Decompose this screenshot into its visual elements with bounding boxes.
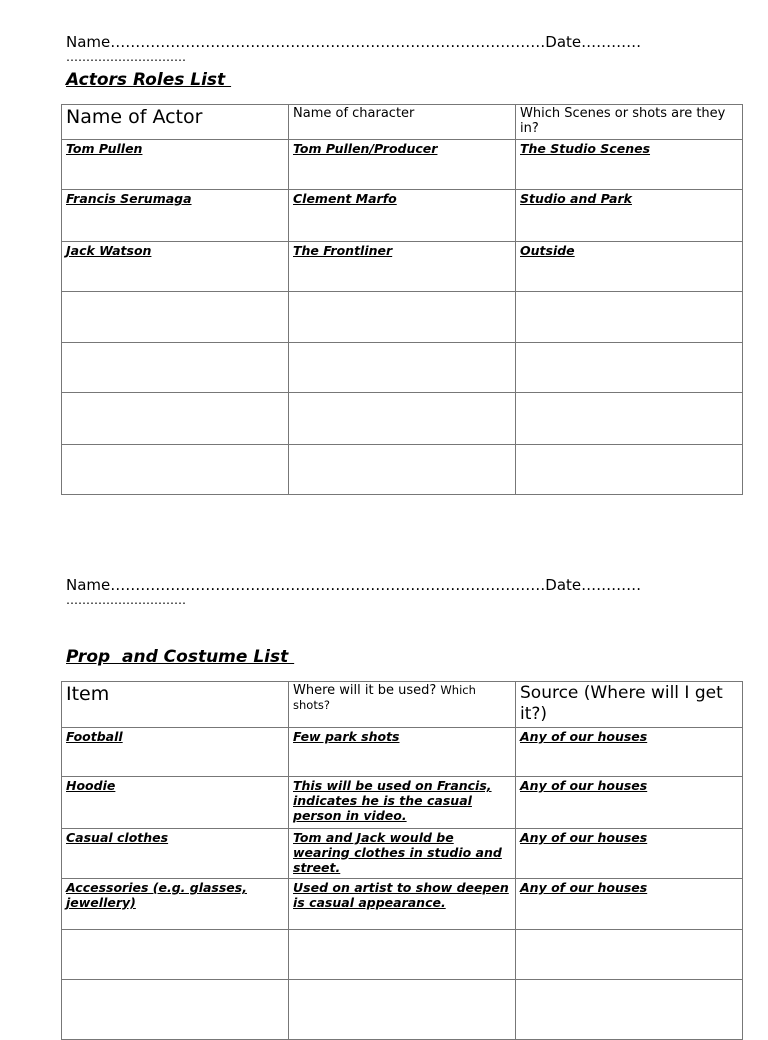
item-cell[interactable]: Football <box>62 728 289 777</box>
character-cell[interactable] <box>289 445 516 495</box>
source-cell[interactable] <box>516 980 743 1040</box>
name-blank[interactable]: …………………………………………………………………………… <box>110 576 546 594</box>
scenes-cell[interactable] <box>516 292 743 343</box>
where-used-cell[interactable] <box>289 980 516 1040</box>
prop-costume-heading: Prop and Costume List <box>66 647 295 667</box>
header-which-shots: Which shots? <box>293 683 476 712</box>
character-cell[interactable] <box>289 343 516 393</box>
date-blank[interactable]: ………… <box>581 33 642 51</box>
actors-roles-table <box>61 104 743 495</box>
actor-cell[interactable] <box>62 393 289 445</box>
item-cell[interactable] <box>62 980 289 1040</box>
source-cell[interactable]: Any of our houses <box>516 829 743 879</box>
where-used-cell[interactable]: Tom and Jack would be wearing clothes in studio and street. <box>289 829 516 879</box>
name-label: Name <box>66 576 111 594</box>
scenes-cell[interactable]: Outside <box>516 242 743 292</box>
where-used-cell[interactable]: Used on artist to show deepen is casual appearance. <box>289 879 516 930</box>
actors-roles-heading: Actors Roles List <box>66 70 232 90</box>
date-blank[interactable]: ………… <box>581 576 642 594</box>
table-row <box>62 292 743 343</box>
actor-cell[interactable] <box>62 343 289 393</box>
character-cell[interactable]: Tom Pullen/Producer <box>289 140 516 190</box>
table-header-row <box>62 682 743 728</box>
source-cell[interactable]: Any of our houses <box>516 879 743 930</box>
header-source: Source (Where will I get it?) <box>516 682 743 728</box>
header-where-main: Where will it be used? <box>293 683 441 698</box>
header-name-of-actor: Name of Actor <box>62 105 289 140</box>
source-cell[interactable] <box>516 930 743 980</box>
date-label: Date <box>545 33 582 51</box>
header-where-used <box>289 682 516 728</box>
table-row <box>62 879 743 930</box>
table-row <box>62 445 743 495</box>
table-header-row <box>62 105 743 140</box>
scenes-cell[interactable] <box>516 445 743 495</box>
source-cell[interactable]: Any of our houses <box>516 777 743 829</box>
table-row <box>62 190 743 242</box>
table-row <box>62 930 743 980</box>
actor-cell[interactable]: Francis Serumaga <box>62 190 289 242</box>
where-used-cell[interactable]: This will be used on Francis, indicates he is the casual person in video. <box>289 777 516 829</box>
scenes-cell[interactable] <box>516 343 743 393</box>
header-name-of-character: Name of character <box>289 105 516 140</box>
table-row <box>62 242 743 292</box>
character-cell[interactable] <box>289 393 516 445</box>
name-blank[interactable]: …………………………………………………………………………… <box>110 33 546 51</box>
item-cell[interactable] <box>62 930 289 980</box>
name-date-line <box>66 577 726 607</box>
character-cell[interactable]: The Frontliner <box>289 242 516 292</box>
date-label: Date <box>545 576 582 594</box>
prop-costume-table <box>61 681 743 1040</box>
name-label: Name <box>66 33 111 51</box>
header-item: Item <box>62 682 289 728</box>
table-row <box>62 777 743 829</box>
table-row <box>62 829 743 879</box>
actor-cell[interactable] <box>62 445 289 495</box>
item-cell[interactable]: Accessories (e.g. glasses, jewellery) <box>62 879 289 930</box>
table-row <box>62 343 743 393</box>
where-used-cell[interactable] <box>289 930 516 980</box>
actor-cell[interactable] <box>62 292 289 343</box>
table-row <box>62 728 743 777</box>
actor-cell[interactable]: Jack Watson <box>62 242 289 292</box>
character-cell[interactable]: Clement Marfo <box>289 190 516 242</box>
name-blank-continued[interactable]: ………………………… <box>66 50 186 64</box>
where-used-cell[interactable]: Few park shots <box>289 728 516 777</box>
name-blank-continued[interactable]: ………………………… <box>66 593 186 607</box>
scenes-cell[interactable]: The Studio Scenes <box>516 140 743 190</box>
scenes-cell[interactable] <box>516 393 743 445</box>
scenes-cell[interactable]: Studio and Park <box>516 190 743 242</box>
character-cell[interactable] <box>289 292 516 343</box>
table-row <box>62 140 743 190</box>
item-cell[interactable]: Casual clothes <box>62 829 289 879</box>
header-scenes-or-shots: Which Scenes or shots are they in? <box>516 105 743 140</box>
source-cell[interactable]: Any of our houses <box>516 728 743 777</box>
table-row <box>62 980 743 1040</box>
actor-cell[interactable]: Tom Pullen <box>62 140 289 190</box>
item-cell[interactable]: Hoodie <box>62 777 289 829</box>
name-date-line <box>66 34 726 64</box>
table-row <box>62 393 743 445</box>
